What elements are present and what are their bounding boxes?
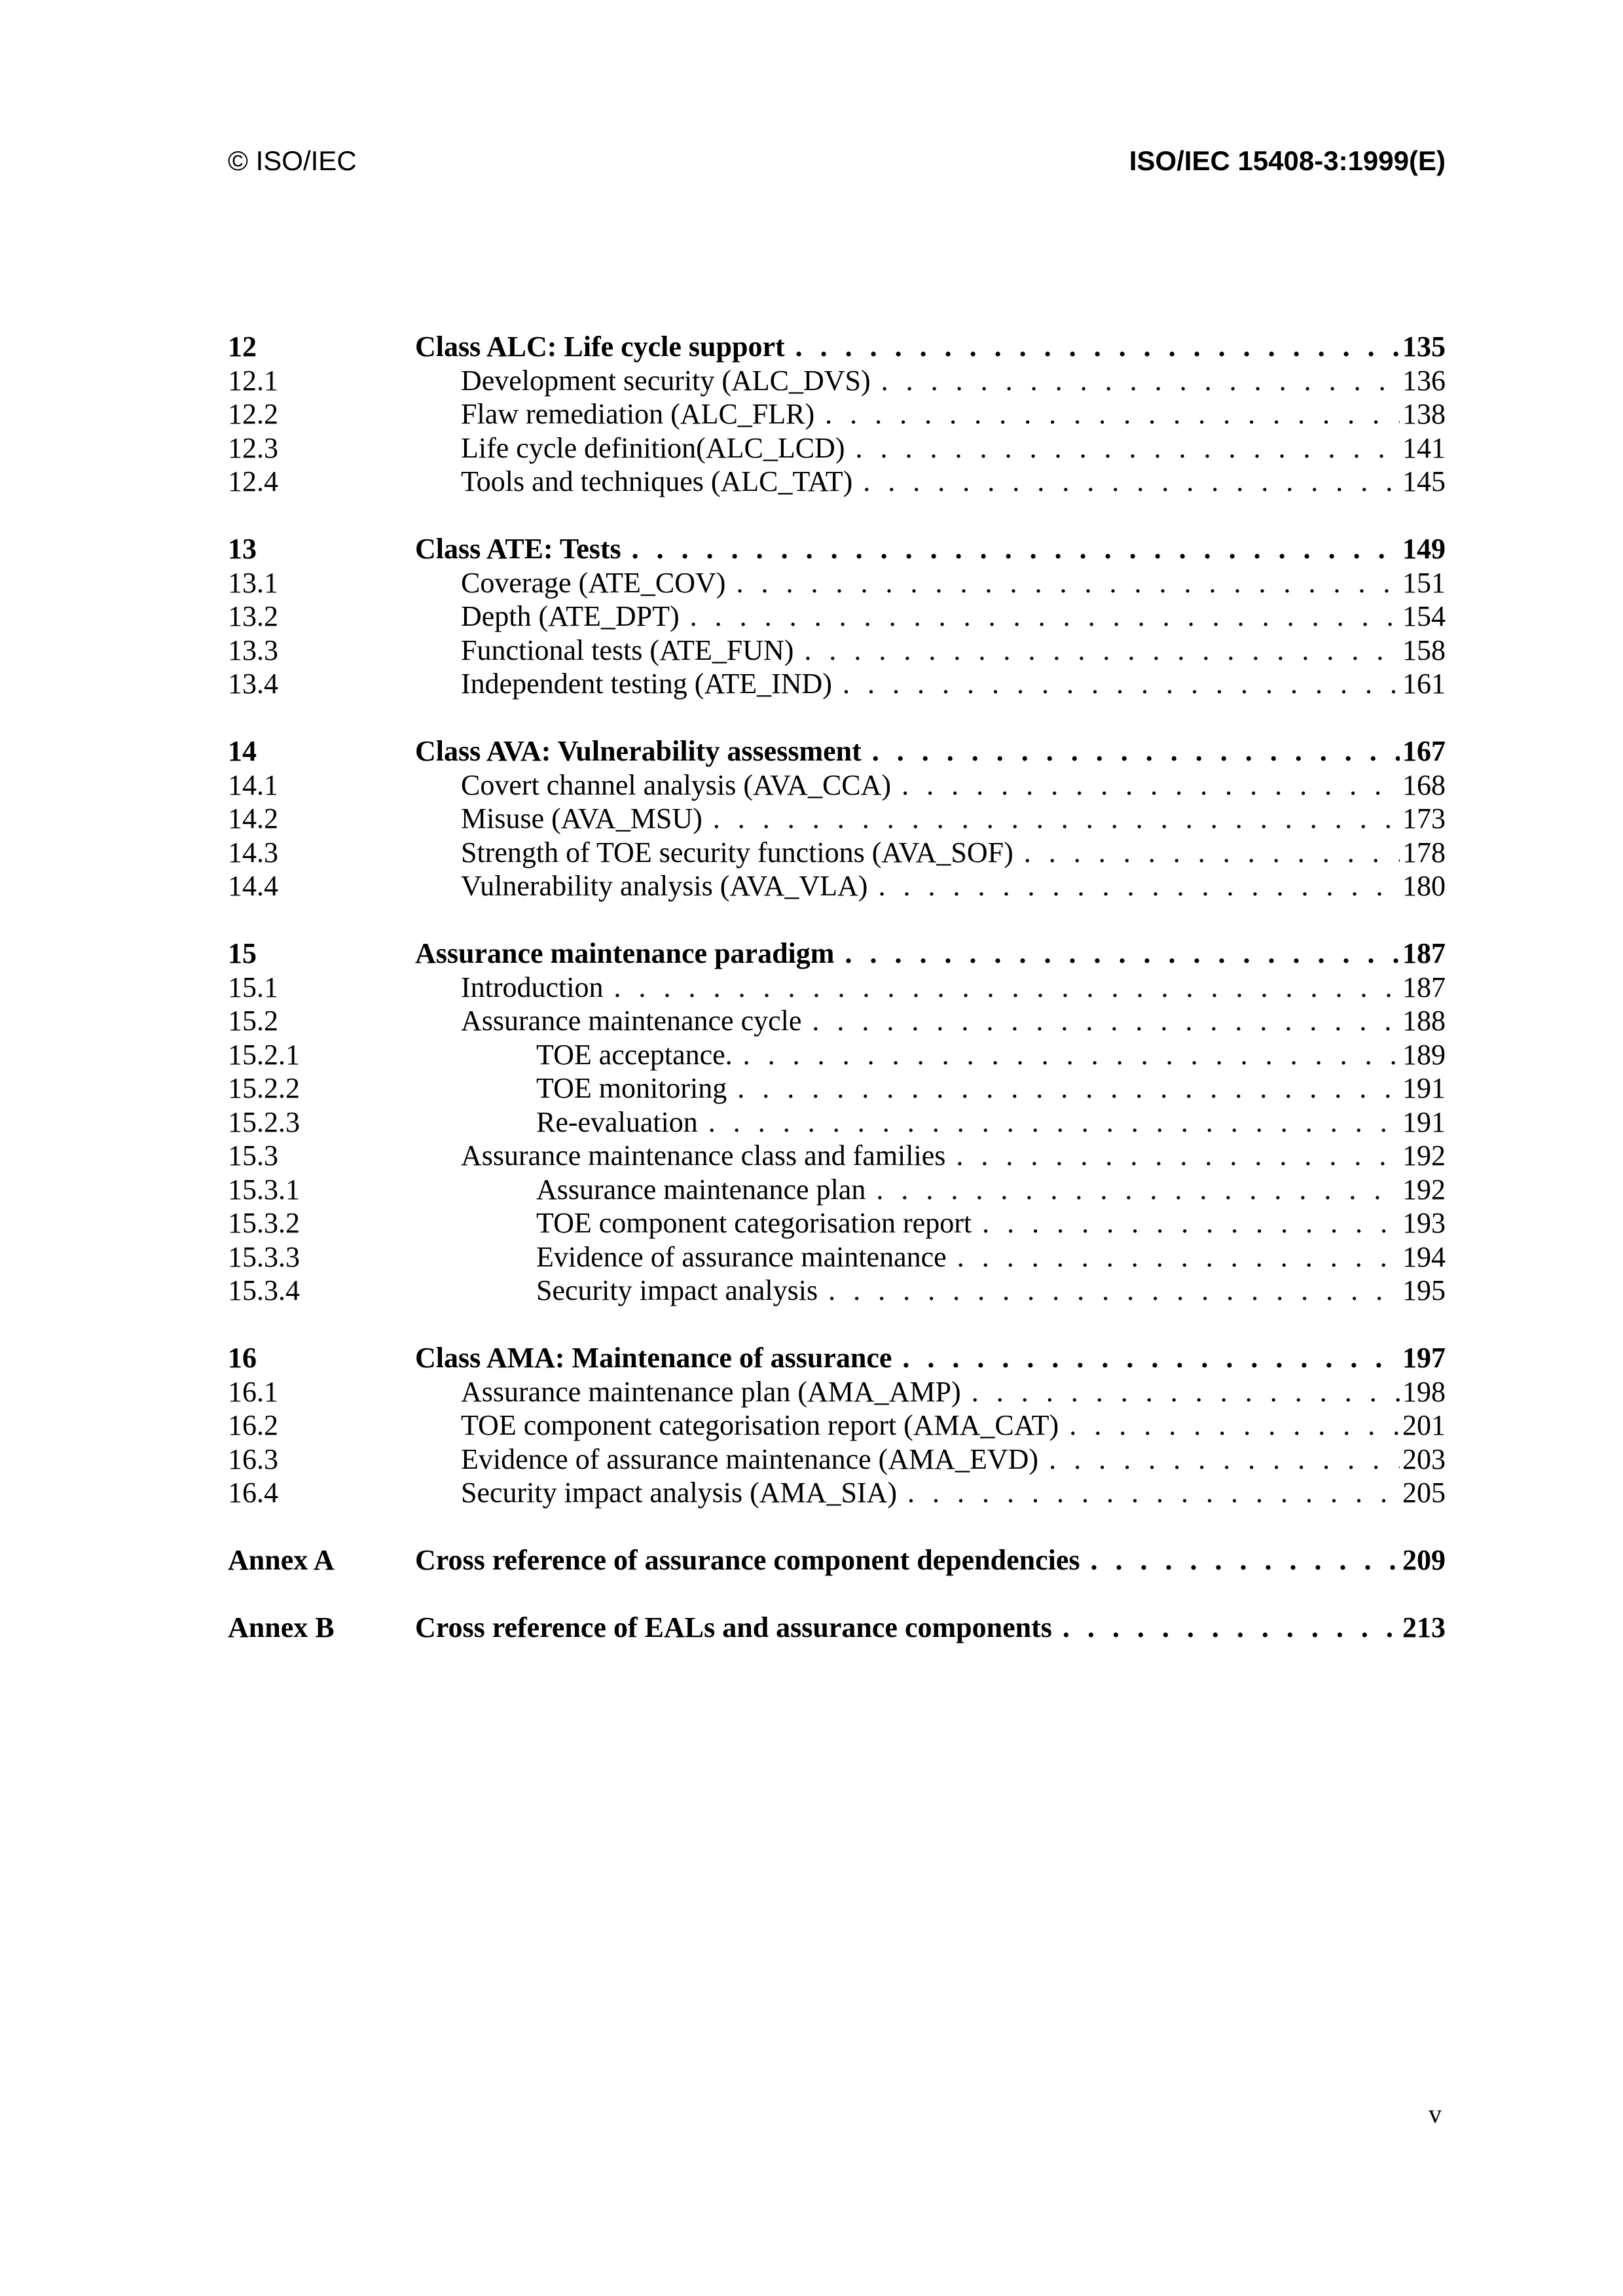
toc-entry-title: Life cycle definition(ALC_LCD) bbox=[461, 431, 845, 464]
dot-leader bbox=[713, 802, 1400, 836]
header-standard-id: ISO/IEC 15408-3:1999(E) bbox=[1129, 145, 1446, 176]
toc-section bbox=[228, 1543, 1446, 1577]
toc-entry-number: 15.2 bbox=[228, 1005, 278, 1037]
toc-entry-page: 193 bbox=[1402, 1207, 1446, 1239]
table-of-contents bbox=[228, 330, 1446, 1678]
toc-entry-number: 15.2.1 bbox=[228, 1038, 300, 1071]
dot-leader bbox=[614, 971, 1400, 1005]
toc-entry-title: Tools and techniques (ALC_TAT) bbox=[461, 465, 853, 497]
toc-entry-number: 12.1 bbox=[228, 364, 278, 397]
toc-entry-number: 13.1 bbox=[228, 566, 278, 599]
dot-leader bbox=[863, 465, 1400, 499]
toc-entry-page: 192 bbox=[1402, 1173, 1446, 1206]
toc-entry[interactable] bbox=[228, 734, 1446, 768]
toc-entry-number: 15.2.3 bbox=[228, 1105, 300, 1138]
toc-entry-page: 192 bbox=[1402, 1139, 1446, 1172]
toc-entry-title: Functional tests (ATE_FUN) bbox=[461, 634, 794, 666]
dot-leader bbox=[902, 768, 1400, 802]
dot-leader bbox=[1063, 1611, 1400, 1645]
toc-entry-page: 168 bbox=[1402, 768, 1446, 801]
toc-entry-page: 191 bbox=[1402, 1072, 1446, 1104]
toc-entry[interactable] bbox=[228, 397, 1446, 431]
toc-entry-title: Vulnerability analysis (AVA_VLA) bbox=[461, 870, 868, 902]
toc-entry-page: 191 bbox=[1402, 1105, 1446, 1138]
toc-entry[interactable] bbox=[228, 566, 1446, 600]
toc-entry[interactable] bbox=[228, 802, 1446, 836]
toc-entry[interactable] bbox=[228, 1274, 1446, 1308]
toc-entry[interactable] bbox=[228, 1408, 1446, 1443]
toc-entry-title: Covert channel analysis (AVA_CCA) bbox=[461, 768, 892, 801]
dot-leader bbox=[1049, 1443, 1400, 1477]
toc-entry-page: 195 bbox=[1402, 1274, 1446, 1306]
dot-leader bbox=[708, 1105, 1400, 1139]
toc-entry-page: 154 bbox=[1402, 600, 1446, 632]
toc-entry[interactable] bbox=[228, 869, 1446, 903]
toc-entry-number: 15.3.4 bbox=[228, 1274, 300, 1306]
toc-entry-page: 209 bbox=[1402, 1544, 1446, 1576]
toc-entry-title: TOE monitoring bbox=[536, 1072, 727, 1104]
toc-entry-title: Re-evaluation bbox=[536, 1105, 698, 1138]
dot-leader bbox=[881, 364, 1400, 398]
toc-entry-page: 187 bbox=[1402, 937, 1446, 969]
dot-leader bbox=[812, 1004, 1400, 1038]
toc-entry-page: 197 bbox=[1402, 1342, 1446, 1374]
toc-entry-title: Flaw remediation (ALC_FLR) bbox=[461, 398, 815, 430]
dot-leader bbox=[843, 667, 1400, 701]
toc-entry[interactable] bbox=[228, 667, 1446, 701]
toc-entry[interactable] bbox=[228, 431, 1446, 465]
toc-entry-page: 151 bbox=[1402, 566, 1446, 599]
dot-leader bbox=[736, 566, 1400, 600]
dot-leader bbox=[828, 1274, 1400, 1308]
toc-entry-number: 14 bbox=[228, 735, 257, 767]
dot-leader bbox=[872, 734, 1400, 768]
toc-entry[interactable] bbox=[228, 1206, 1446, 1240]
toc-entry-title: Cross reference of assurance component dependencies bbox=[415, 1544, 1080, 1576]
toc-entry-page: 158 bbox=[1402, 634, 1446, 666]
toc-entry-title: Security impact analysis (AMA_SIA) bbox=[461, 1477, 897, 1509]
toc-entry[interactable] bbox=[228, 1375, 1446, 1409]
toc-entry-page: 135 bbox=[1402, 331, 1446, 363]
toc-entry-number: 16.4 bbox=[228, 1477, 278, 1509]
toc-entry-title: Assurance maintenance plan (AMA_AMP) bbox=[461, 1375, 961, 1408]
toc-entry[interactable] bbox=[228, 1443, 1446, 1477]
toc-entry-page: 194 bbox=[1402, 1240, 1446, 1273]
toc-entry-page: 173 bbox=[1402, 802, 1446, 834]
toc-entry-title: Assurance maintenance paradigm bbox=[415, 937, 835, 969]
toc-entry-number: 16.2 bbox=[228, 1409, 278, 1441]
toc-entry-number: 14.4 bbox=[228, 870, 278, 902]
toc-entry-page: 205 bbox=[1402, 1477, 1446, 1509]
toc-entry[interactable] bbox=[228, 634, 1446, 668]
toc-entry-page: 213 bbox=[1402, 1611, 1446, 1643]
toc-entry-title: Cross reference of EALs and assurance components bbox=[415, 1611, 1052, 1643]
toc-entry-title: Coverage (ATE_COV) bbox=[461, 566, 726, 599]
toc-entry[interactable] bbox=[228, 465, 1446, 499]
toc-entry-title: TOE component categorisation report (AMA_CAT) bbox=[461, 1409, 1059, 1441]
dot-leader bbox=[1024, 836, 1400, 870]
toc-entry-page: 138 bbox=[1402, 398, 1446, 430]
toc-entry-title: Depth (ATE_DPT) bbox=[461, 600, 680, 632]
toc-entry-title: TOE acceptance. bbox=[536, 1038, 733, 1071]
toc-entry-title: Class ATE: Tests bbox=[415, 533, 621, 565]
toc-entry-page: 149 bbox=[1402, 533, 1446, 565]
toc-entry-number: 12 bbox=[228, 331, 257, 363]
dot-leader bbox=[825, 397, 1400, 431]
toc-entry-page: 161 bbox=[1402, 668, 1446, 700]
toc-entry-title: Security impact analysis bbox=[536, 1274, 818, 1306]
toc-section bbox=[228, 734, 1446, 903]
dot-leader bbox=[956, 1139, 1400, 1173]
toc-entry-number: 14.2 bbox=[228, 802, 278, 834]
toc-entry-number: 15.2.2 bbox=[228, 1072, 300, 1104]
toc-entry-number: Annex B bbox=[228, 1611, 335, 1643]
toc-entry-number: 12.3 bbox=[228, 431, 278, 464]
toc-entry[interactable] bbox=[228, 1139, 1446, 1173]
toc-entry-title: Assurance maintenance cycle bbox=[461, 1005, 802, 1037]
header-copyright: © ISO/IEC bbox=[228, 145, 357, 176]
dot-leader bbox=[972, 1375, 1400, 1409]
toc-section bbox=[228, 1611, 1446, 1645]
toc-entry-title: Development security (ALC_DVS) bbox=[461, 364, 871, 397]
toc-entry-page: 180 bbox=[1402, 870, 1446, 902]
dot-leader bbox=[878, 869, 1400, 903]
toc-entry-number: 14.1 bbox=[228, 768, 278, 801]
toc-entry[interactable] bbox=[228, 768, 1446, 802]
toc-entry-title: Evidence of assurance maintenance (AMA_EVD) bbox=[461, 1443, 1039, 1475]
toc-entry-title: Misuse (AVA_MSU) bbox=[461, 802, 702, 834]
toc-entry-title: Introduction bbox=[461, 971, 604, 1003]
toc-entry[interactable] bbox=[228, 1611, 1446, 1645]
toc-entry[interactable] bbox=[228, 1240, 1446, 1274]
toc-entry[interactable] bbox=[228, 1071, 1446, 1105]
toc-entry-title: Assurance maintenance class and families bbox=[461, 1139, 946, 1172]
dot-leader bbox=[1069, 1408, 1400, 1443]
toc-entry-number: 13.4 bbox=[228, 668, 278, 700]
dot-leader bbox=[982, 1206, 1400, 1240]
toc-entry-title: TOE component categorisation report bbox=[536, 1207, 972, 1239]
toc-entry[interactable] bbox=[228, 1038, 1446, 1072]
toc-entry-number: 15.3.3 bbox=[228, 1240, 300, 1273]
toc-entry-number: 12.4 bbox=[228, 465, 278, 497]
toc-entry-number: Annex A bbox=[228, 1544, 335, 1576]
toc-entry-page: 189 bbox=[1402, 1038, 1446, 1071]
page-number: v bbox=[1429, 2099, 1442, 2128]
toc-entry-number: 15.3.1 bbox=[228, 1173, 300, 1206]
dot-leader bbox=[957, 1240, 1400, 1274]
toc-entry-number: 15 bbox=[228, 937, 257, 969]
toc-entry-title: Independent testing (ATE_IND) bbox=[461, 668, 832, 700]
dot-leader bbox=[907, 1476, 1400, 1510]
dot-leader bbox=[1091, 1543, 1400, 1577]
toc-entry-number: 16 bbox=[228, 1342, 257, 1374]
toc-entry-number: 15.3 bbox=[228, 1139, 278, 1172]
dot-leader bbox=[632, 532, 1400, 566]
toc-section bbox=[228, 1341, 1446, 1510]
toc-entry[interactable] bbox=[228, 364, 1446, 398]
dot-leader bbox=[737, 1071, 1400, 1105]
dot-leader bbox=[845, 937, 1400, 971]
toc-section bbox=[228, 937, 1446, 1308]
toc-entry-number: 15.1 bbox=[228, 971, 278, 1003]
toc-entry-title: Class AMA: Maintenance of assurance bbox=[415, 1342, 892, 1374]
toc-entry-page: 145 bbox=[1402, 465, 1446, 497]
toc-section bbox=[228, 532, 1446, 701]
toc-entry[interactable] bbox=[228, 1105, 1446, 1139]
toc-entry[interactable] bbox=[228, 1476, 1446, 1510]
toc-entry-page: 187 bbox=[1402, 971, 1446, 1003]
toc-entry-number: 13.3 bbox=[228, 634, 278, 666]
toc-entry[interactable] bbox=[228, 330, 1446, 364]
toc-entry-page: 198 bbox=[1402, 1375, 1446, 1408]
dot-leader bbox=[902, 1341, 1400, 1375]
toc-entry-number: 13 bbox=[228, 533, 257, 565]
toc-entry-title: Class ALC: Life cycle support bbox=[415, 331, 785, 363]
toc-entry-title: Class AVA: Vulnerability assessment bbox=[415, 735, 862, 767]
toc-entry-page: 136 bbox=[1402, 364, 1446, 397]
toc-entry-page: 167 bbox=[1402, 735, 1446, 767]
toc-entry[interactable] bbox=[228, 937, 1446, 971]
toc-entry-number: 16.3 bbox=[228, 1443, 278, 1475]
toc-entry[interactable] bbox=[228, 1543, 1446, 1577]
toc-entry[interactable] bbox=[228, 971, 1446, 1005]
toc-entry-number: 14.3 bbox=[228, 836, 278, 869]
toc-entry-page: 141 bbox=[1402, 431, 1446, 464]
toc-entry-title: Strength of TOE security functions (AVA_SOF) bbox=[461, 836, 1013, 869]
toc-entry[interactable] bbox=[228, 1004, 1446, 1038]
dot-leader bbox=[876, 1173, 1400, 1207]
toc-entry-page: 201 bbox=[1402, 1409, 1446, 1441]
toc-section bbox=[228, 330, 1446, 499]
dot-leader bbox=[855, 431, 1400, 465]
toc-entry[interactable] bbox=[228, 1341, 1446, 1375]
toc-entry[interactable] bbox=[228, 600, 1446, 634]
toc-entry-number: 12.2 bbox=[228, 398, 278, 430]
toc-entry-number: 13.2 bbox=[228, 600, 278, 632]
toc-entry-page: 178 bbox=[1402, 836, 1446, 869]
toc-entry-page: 203 bbox=[1402, 1443, 1446, 1475]
toc-entry-number: 15.3.2 bbox=[228, 1207, 300, 1239]
dot-leader bbox=[743, 1038, 1400, 1072]
dot-leader bbox=[690, 600, 1400, 634]
dot-leader bbox=[795, 330, 1400, 364]
dot-leader bbox=[804, 634, 1400, 668]
toc-entry[interactable] bbox=[228, 836, 1446, 870]
toc-entry-title: Assurance maintenance plan bbox=[536, 1173, 866, 1206]
toc-entry[interactable] bbox=[228, 1173, 1446, 1207]
toc-entry-number: 16.1 bbox=[228, 1375, 278, 1408]
toc-entry-page: 188 bbox=[1402, 1005, 1446, 1037]
toc-entry-title: Evidence of assurance maintenance bbox=[536, 1240, 947, 1273]
toc-entry[interactable] bbox=[228, 532, 1446, 566]
